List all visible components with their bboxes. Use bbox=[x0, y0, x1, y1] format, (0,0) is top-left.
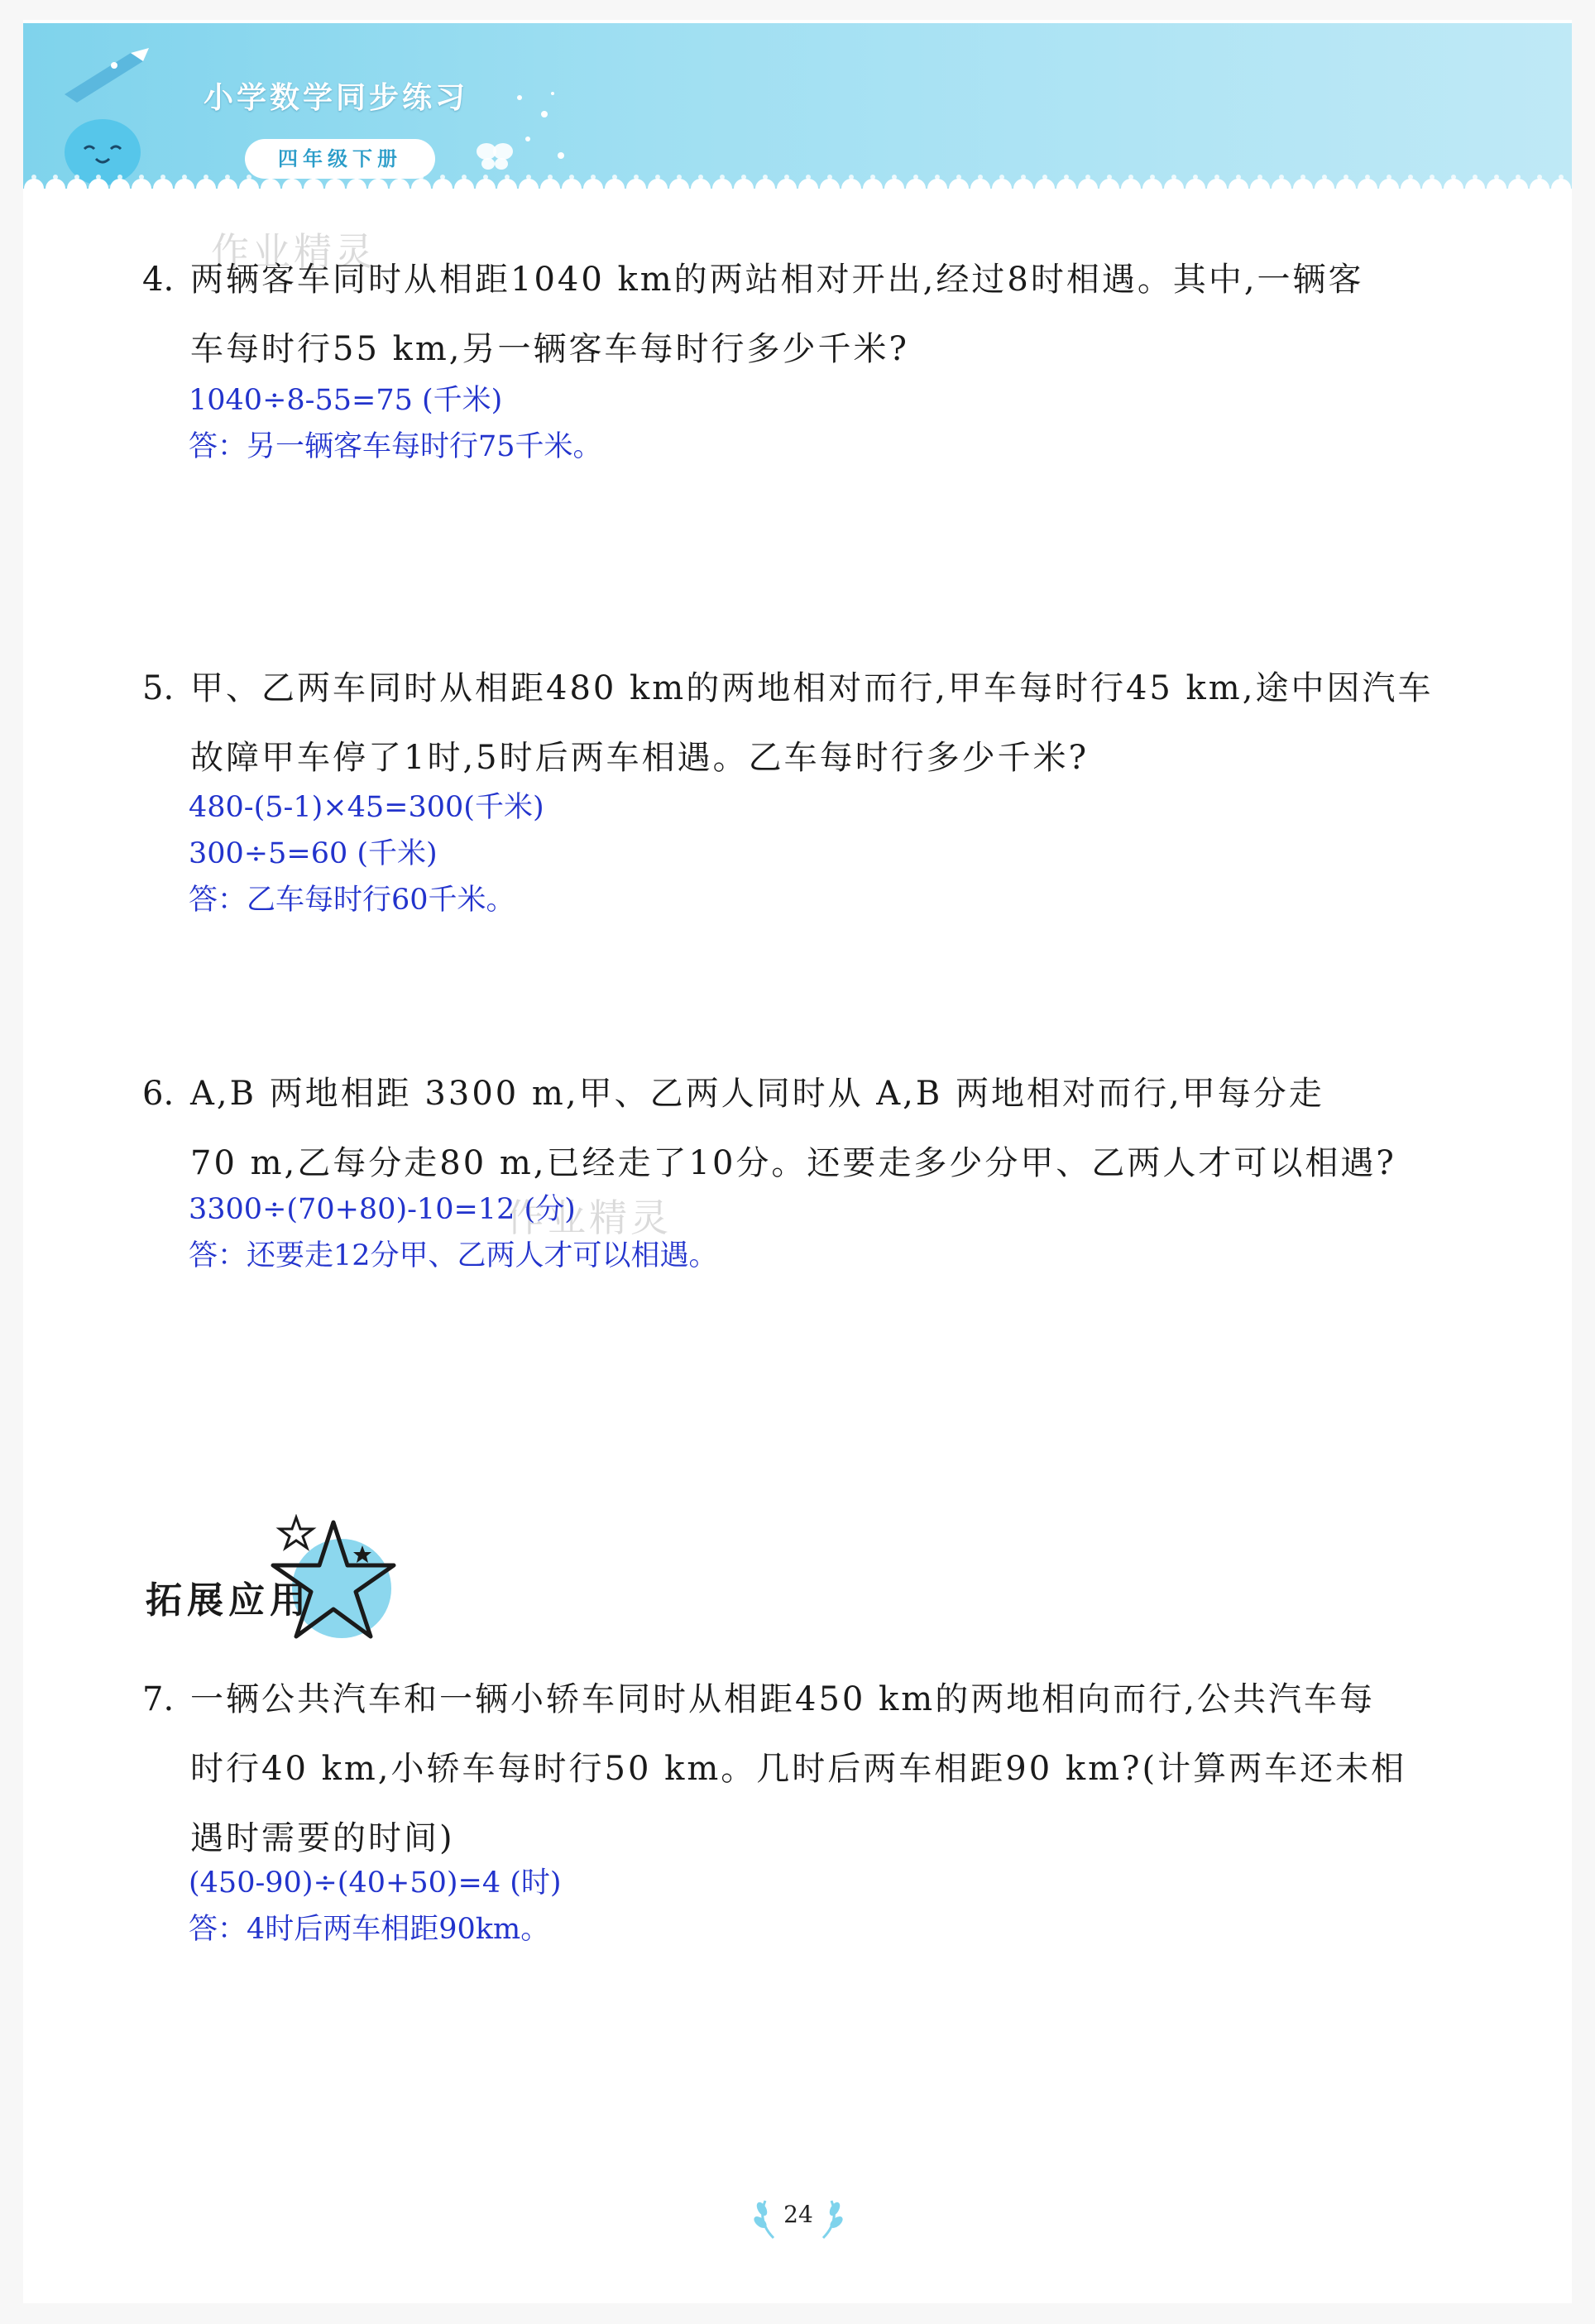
question-number: 4. bbox=[142, 261, 175, 299]
watermark: 作业精灵 bbox=[211, 229, 376, 274]
page-number: 24 bbox=[783, 2201, 813, 2228]
scallop-border bbox=[23, 170, 1572, 189]
question-text-line: 车每时行55 km,另一辆客车每时行多少千米? bbox=[190, 330, 909, 368]
book-grade-label: 四年级下册 bbox=[245, 139, 435, 179]
question-number: 7. bbox=[142, 1680, 175, 1718]
question-text-line: 故障甲车停了1时,5时后两车相遇。乙车每时行多少千米? bbox=[190, 739, 1090, 777]
answer-line: 300÷5=60 (千米) bbox=[189, 837, 438, 870]
answer-line: (450-90)÷(40+50)=4 (时) bbox=[189, 1866, 562, 1900]
answer-line: 答：4时后两车相距90km。 bbox=[189, 1913, 550, 1946]
question-text-line: 时行40 km,小轿车每时行50 km。几时后两车相距90 km?(计算两车还未相 bbox=[190, 1750, 1407, 1788]
answer-line: 答：另一辆客车每时行75千米。 bbox=[189, 430, 602, 463]
question-number: 6. bbox=[142, 1075, 175, 1113]
question-text-line: 70 m,乙每分走80 m,已经走了10分。还要走多少分甲、乙两人才可以相遇? bbox=[190, 1144, 1396, 1182]
question-text-line: 一辆公共汽车和一辆小轿车同时从相距450 km的两地相向而行,公共汽车每 bbox=[190, 1680, 1375, 1718]
smile-face-icon bbox=[73, 139, 132, 172]
question-number: 5. bbox=[142, 669, 175, 707]
answer-line: 答：还要走12分甲、乙两人才可以相遇。 bbox=[189, 1239, 718, 1272]
question-6 bbox=[142, 1059, 1466, 1198]
watermark: 作业精灵 bbox=[506, 1196, 672, 1240]
page-header bbox=[23, 23, 1572, 189]
answer-line: 3300÷(70+80)-10=12 (分) bbox=[189, 1193, 576, 1226]
answer-line: 答：乙车每时行60千米。 bbox=[189, 884, 515, 917]
question-text-line: A,B 两地相距 3300 m,甲、乙两人同时从 A,B 两地相对而行,甲每分走 bbox=[190, 1075, 1324, 1113]
question-7 bbox=[142, 1665, 1466, 1873]
question-text-line: 两辆客车同时从相距1040 km的两站相对开出,经过8时相遇。其中,一辆客 bbox=[190, 261, 1364, 299]
question-text-line: 甲、乙两车同时从相距480 km的两地相对而行,甲车每时行45 km,途中因汽车 bbox=[190, 669, 1434, 707]
answer-line: 480-(5-1)×45=300(千米) bbox=[189, 791, 544, 824]
question-5 bbox=[142, 654, 1466, 793]
question-text-line: 遇时需要的时间) bbox=[190, 1819, 455, 1857]
book-title: 小学数学同步练习 bbox=[204, 81, 469, 115]
answer-line: 1040÷8-55=75 (千米) bbox=[189, 384, 503, 417]
section-title: 拓展应用 bbox=[146, 1579, 311, 1622]
sparkles-icon bbox=[503, 81, 577, 180]
pencil-icon bbox=[56, 45, 156, 103]
question-4 bbox=[142, 245, 1466, 384]
